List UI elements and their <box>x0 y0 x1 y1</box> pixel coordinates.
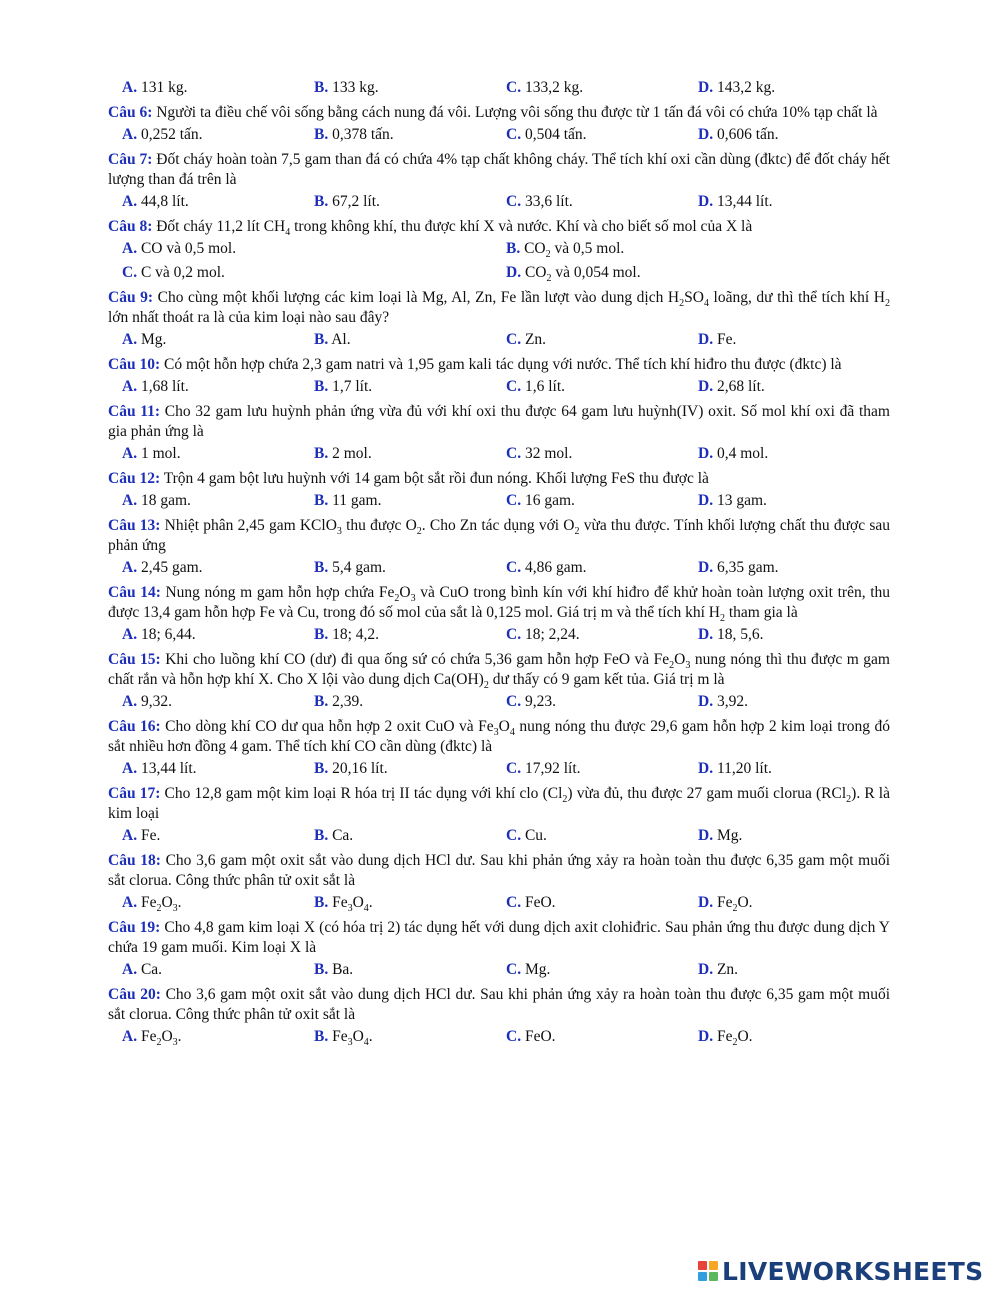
answer-option[interactable] <box>698 961 890 979</box>
answer-option[interactable] <box>698 760 890 778</box>
option-text: 0,504 tấn. <box>521 126 587 143</box>
answer-option[interactable] <box>506 193 698 211</box>
option-letter: B. <box>314 331 329 348</box>
option-letter: A. <box>122 760 138 777</box>
option-letter: A. <box>122 193 138 210</box>
answer-option[interactable] <box>122 559 314 577</box>
question-label: Câu 19: <box>108 919 161 936</box>
answer-option[interactable] <box>314 492 506 510</box>
option-text: C và 0,2 mol. <box>137 264 225 281</box>
question-list <box>108 103 890 1049</box>
question-text: Cho 3,6 gam một oxit sắt vào dung dịch HCl dư. Sau khi phản ứng xảy ra hoàn toàn thu được 6,35 gam một muối sắt clorua. Công thức phân tử oxit sắt là <box>108 852 890 889</box>
question-stem <box>108 355 890 375</box>
answer-option[interactable] <box>122 492 314 510</box>
option-text: 20,16 lít. <box>328 760 388 777</box>
option-text: $Fe_2O_3$. <box>137 1028 182 1049</box>
option-text: Zn. <box>713 961 739 978</box>
option-text: CO và 0,5 mol. <box>137 240 237 257</box>
answer-option[interactable] <box>314 193 506 211</box>
answer-option[interactable] <box>698 378 890 396</box>
option-letter: D. <box>698 961 714 978</box>
question-text: Người ta điều chế vôi sống bằng cách nung đá vôi. Lượng vôi sống thu được từ 1 tấn đá vôi có chứa 10% tạp chất là <box>152 104 878 121</box>
option-text: 1,7 lít. <box>328 378 373 395</box>
question-stem <box>108 402 890 442</box>
answer-option[interactable] <box>122 827 314 845</box>
question-text: Nung nóng m gam hỗn hợp chứa $Fe_2O_3$ và CuO trong bình kín với khí hiđro để khử hoàn toàn lượng oxit trên, thu được 13,4 gam hỗn hợp Fe và Cu, trong đó số mol của sắt là 0,125 mol. Giá trị m và thể tích khí $H_2$ tham gia là <box>108 584 891 625</box>
answer-option[interactable] <box>122 261 506 285</box>
option-text: Mg. <box>521 961 551 978</box>
option-text: $Fe_3O_4$. <box>328 894 373 915</box>
option-text: $Fe_2O$. <box>713 1028 753 1049</box>
option-letter: A. <box>122 626 138 643</box>
option-letter: D. <box>506 264 522 281</box>
option-letter: B. <box>314 894 329 911</box>
answer-option[interactable] <box>698 559 890 577</box>
option-letter: C. <box>122 264 138 281</box>
option-letter: A. <box>122 126 138 143</box>
answer-option[interactable] <box>506 445 698 463</box>
question-text: Cho 3,6 gam một oxit sắt vào dung dịch HCl dư. Sau khi phản ứng xảy ra hoàn toàn thu được 6,35 gam một muối sắt clorua. Công thức phân tử oxit sắt là <box>108 986 890 1023</box>
answer-option[interactable] <box>122 760 314 778</box>
option-text: Zn. <box>521 331 547 348</box>
option-text: 17,92 lít. <box>521 760 581 777</box>
option-text: $Fe_2O$. <box>713 894 753 915</box>
option-letter: D. <box>698 126 714 143</box>
answer-option[interactable] <box>314 79 506 97</box>
answer-option[interactable] <box>506 79 698 97</box>
option-text: $Fe_3O_4$. <box>328 1028 373 1049</box>
answer-option[interactable] <box>314 760 506 778</box>
option-letter: D. <box>698 626 714 643</box>
answer-option[interactable] <box>698 126 890 144</box>
question-text: Đốt cháy hoàn toàn 7,5 gam than đá có chứa 4% tạp chất không cháy. Thể tích khí oxi cần dùng (đktc) để đốt cháy hết lượng than đá trên là <box>108 151 890 188</box>
question-stem <box>108 469 890 489</box>
answer-option[interactable] <box>314 1028 506 1049</box>
option-text: 133 kg. <box>328 79 379 96</box>
question-text: Nhiệt phân 2,45 gam KClO$_3$ thu được $O_2$. Cho Zn tác dụng với $O_2$ vừa thu được. Tính khối lượng chất thu được sau phản ứng <box>108 517 890 554</box>
question-label: Câu 15: <box>108 651 161 668</box>
answer-option[interactable] <box>698 1028 890 1049</box>
worksheet <box>108 76 890 1052</box>
option-text: FeO. <box>521 894 556 911</box>
option-letter: B. <box>314 492 329 509</box>
option-letter: A. <box>122 693 138 710</box>
option-letter: A. <box>122 961 138 978</box>
answer-option[interactable] <box>698 626 890 644</box>
option-text: 1,68 lít. <box>137 378 189 395</box>
question-text: Cho dòng khí CO dư qua hỗn hợp 2 oxit CuO và $Fe_3O_4$ nung nóng thu được 29,6 gam hỗn hợp 2 kim loại trong đó sắt nhiều hơn đồng 4 gam. Thể tích khí CO cần dùng (đktc) là <box>108 718 890 755</box>
answer-option[interactable] <box>698 693 890 711</box>
option-letter: B. <box>314 445 329 462</box>
answer-option[interactable] <box>122 626 314 644</box>
question-stem <box>108 784 890 824</box>
question-label: Câu 10: <box>108 356 161 373</box>
answer-option[interactable] <box>698 193 890 211</box>
option-text: 143,2 kg. <box>713 79 776 96</box>
answer-option[interactable] <box>506 1028 698 1046</box>
option-text: 9,32. <box>137 693 172 710</box>
option-text: 13,44 lít. <box>713 193 773 210</box>
answer-option[interactable] <box>122 894 314 915</box>
option-letter: D. <box>698 193 714 210</box>
option-letter: C. <box>506 79 522 96</box>
answer-option[interactable] <box>314 559 506 577</box>
answer-option[interactable] <box>506 237 890 261</box>
answer-option[interactable] <box>122 378 314 396</box>
answer-option[interactable] <box>314 126 506 144</box>
answer-option[interactable] <box>698 492 890 510</box>
question-text: Cho cùng một khối lượng các kim loại là Mg, Al, Zn, Fe lần lượt vào dung dịch $H_2SO_4$ loãng, dư thì thể tích khí $H_2$ lớn nhất thoát ra là của kim loại nào sau đây? <box>108 289 890 326</box>
answer-option[interactable] <box>122 961 314 979</box>
question-label: Câu 7: <box>108 151 153 168</box>
answer-option[interactable] <box>506 894 698 912</box>
answer-option[interactable] <box>314 626 506 644</box>
answer-option[interactable] <box>314 827 506 845</box>
answer-option[interactable] <box>506 261 890 285</box>
option-text: 32 mol. <box>521 445 573 462</box>
option-text: 11 gam. <box>328 492 382 509</box>
option-letter: B. <box>314 693 329 710</box>
option-text: Fe. <box>713 331 737 348</box>
option-text: Fe. <box>137 827 161 844</box>
option-text: 16 gam. <box>521 492 575 509</box>
answer-option[interactable] <box>506 961 698 979</box>
answer-option[interactable] <box>314 894 506 915</box>
option-text: 2 mol. <box>328 445 372 462</box>
option-text: 9,23. <box>521 693 556 710</box>
option-text: 133,2 kg. <box>521 79 584 96</box>
answer-option[interactable] <box>314 693 506 711</box>
answer-option[interactable] <box>314 378 506 396</box>
option-text: Ba. <box>328 961 354 978</box>
option-letter: D. <box>698 894 714 911</box>
option-letter: B. <box>314 1028 329 1045</box>
option-letter: D. <box>698 1028 714 1045</box>
option-text: 0,4 mol. <box>713 445 769 462</box>
question-text: Cho 4,8 gam kim loại X (có hóa trị 2) tác dụng hết với dung dịch axit clohiđric. Sau phản ứng thu được dung dịch Y chứa 19 gam muối. Kim loại X là <box>108 919 890 956</box>
option-text: 18 gam. <box>137 492 191 509</box>
option-text: Mg. <box>713 827 743 844</box>
option-letter: A. <box>122 445 138 462</box>
question-stem <box>108 288 890 328</box>
answer-options <box>108 375 890 399</box>
option-letter: C. <box>506 961 522 978</box>
option-letter: B. <box>314 626 329 643</box>
option-letter: B. <box>314 126 329 143</box>
answer-options <box>108 328 890 352</box>
option-letter: C. <box>506 193 522 210</box>
option-letter: C. <box>506 894 522 911</box>
question-stem <box>108 103 890 123</box>
option-text: $CO_2$ và 0,054 mol. <box>521 264 641 285</box>
option-text: $CO_2$ và 0,5 mol. <box>520 240 625 261</box>
option-letter: C. <box>506 331 522 348</box>
question-label: Câu 16: <box>108 718 161 735</box>
option-text: 2,39. <box>328 693 364 710</box>
question-label: Câu 6: <box>108 104 153 121</box>
answer-options <box>108 123 890 147</box>
option-text: 13,44 lít. <box>137 760 197 777</box>
option-text: FeO. <box>521 1028 556 1045</box>
answer-option[interactable] <box>122 79 314 97</box>
answer-option[interactable] <box>122 445 314 463</box>
option-text: 2,68 lít. <box>713 378 765 395</box>
option-letter: C. <box>506 559 522 576</box>
answer-options <box>108 891 890 915</box>
option-text: 18; 6,44. <box>137 626 196 643</box>
answer-option[interactable] <box>122 331 314 349</box>
option-letter: C. <box>506 492 522 509</box>
answer-option[interactable] <box>698 331 890 349</box>
answer-options <box>108 442 890 466</box>
question-text: Có một hỗn hợp chứa 2,3 gam natri và 1,95 gam kali tác dụng với nước. Thể tích khí hiđro thu được (đktc) là <box>160 356 842 373</box>
answer-option[interactable] <box>506 331 698 349</box>
answer-options <box>108 1025 890 1049</box>
answer-option[interactable] <box>506 378 698 396</box>
option-text: 0,252 tấn. <box>137 126 203 143</box>
question-label: Câu 8: <box>108 218 153 235</box>
option-text: 1 mol. <box>137 445 181 462</box>
answer-option[interactable] <box>698 445 890 463</box>
option-text: 0,606 tấn. <box>713 126 779 143</box>
answer-options <box>108 757 890 781</box>
liveworksheets-logo <box>698 1256 983 1286</box>
answer-options <box>108 958 890 982</box>
option-text: Cu. <box>521 827 547 844</box>
question-stem <box>108 150 890 190</box>
question-text: Cho 12,8 gam một kim loại R hóa trị II tác dụng với khí clo $(Cl_2)$ vừa đủ, thu được 27 gam muối clorua (RCl$_2$). R là kim loại <box>108 785 890 822</box>
answer-options <box>108 76 890 100</box>
answer-options <box>108 824 890 848</box>
question-text: Đốt cháy 11,2 lít $CH_4$ trong không khí, thu được khí X và nước. Khí và cho biết số mol của X là <box>152 218 753 239</box>
logo-text: LIVEWORKSHEETS <box>722 1256 984 1286</box>
answer-option[interactable] <box>506 492 698 510</box>
question-label: Câu 18: <box>108 852 161 869</box>
option-letter: B. <box>314 559 329 576</box>
option-text: 11,20 lít. <box>713 760 772 777</box>
question-label: Câu 12: <box>108 470 161 487</box>
answer-options <box>108 489 890 513</box>
option-text: 67,2 lít. <box>328 193 380 210</box>
option-letter: A. <box>122 492 138 509</box>
option-letter: D. <box>698 492 714 509</box>
option-text: 3,92. <box>713 693 748 710</box>
option-text: Ca. <box>328 827 354 844</box>
answer-options <box>108 690 890 714</box>
answer-option[interactable] <box>698 827 890 845</box>
answer-option[interactable] <box>314 331 506 349</box>
option-text: Ca. <box>137 961 163 978</box>
answer-option[interactable] <box>122 126 314 144</box>
option-text: 13 gam. <box>713 492 767 509</box>
option-letter: C. <box>506 445 522 462</box>
answer-option[interactable] <box>122 193 314 211</box>
question-label: Câu 17: <box>108 785 161 802</box>
question-text: Cho 32 gam lưu huỳnh phản ứng vừa đủ với khí oxi thu được 64 gam lưu huỳnh(IV) oxit. Số mol khí oxi đã tham gia phản ứng là <box>108 403 890 440</box>
question-label: Câu 11: <box>108 403 161 420</box>
option-text: 0,378 tấn. <box>328 126 394 143</box>
answer-option[interactable] <box>698 79 890 97</box>
answer-option[interactable] <box>122 693 314 711</box>
answer-option[interactable] <box>506 693 698 711</box>
answer-options <box>108 237 890 285</box>
option-letter: A. <box>122 331 138 348</box>
option-text: 18; 4,2. <box>328 626 380 643</box>
answer-option[interactable] <box>314 445 506 463</box>
option-letter: A. <box>122 378 138 395</box>
question-stem <box>108 583 890 623</box>
option-text: 44,8 lít. <box>137 193 189 210</box>
question-stem <box>108 516 890 556</box>
option-text: 33,6 lít. <box>521 193 573 210</box>
option-text: 5,4 gam. <box>328 559 386 576</box>
option-letter: D. <box>698 827 714 844</box>
option-letter: B. <box>314 760 329 777</box>
option-letter: A. <box>122 1028 138 1045</box>
question-text: Khi cho luồng khí CO (dư) đi qua ống sứ có chứa 5,36 gam hỗn hợp FeO và $Fe_2O_3$ nung nóng thì thu được m gam chất rắn và hỗn hợp khí X. Cho X lội vào dung dịch $Ca(OH)_2$ dư thấy có 9 gam kết tủa. Giá trị m là <box>108 651 890 692</box>
option-text: 6,35 gam. <box>713 559 779 576</box>
answer-option[interactable] <box>506 626 698 644</box>
option-letter: B. <box>314 961 329 978</box>
option-text: 1,6 lít. <box>521 378 565 395</box>
option-letter: B. <box>314 378 329 395</box>
question-label: Câu 20: <box>108 986 161 1003</box>
question-stem <box>108 851 890 891</box>
answer-option[interactable] <box>506 126 698 144</box>
option-letter: C. <box>506 760 522 777</box>
question-label: Câu 14: <box>108 584 161 601</box>
option-letter: C. <box>506 378 522 395</box>
option-letter: D. <box>698 79 714 96</box>
option-letter: D. <box>698 445 714 462</box>
option-letter: A. <box>122 827 138 844</box>
option-letter: B. <box>506 240 521 257</box>
option-letter: D. <box>698 693 714 710</box>
question-stem <box>108 650 890 690</box>
option-letter: D. <box>698 331 714 348</box>
answer-option[interactable] <box>698 894 890 915</box>
answer-option[interactable] <box>122 237 506 261</box>
option-letter: B. <box>314 193 329 210</box>
option-letter: A. <box>122 559 138 576</box>
answer-option[interactable] <box>506 760 698 778</box>
question-stem <box>108 717 890 757</box>
option-text: 2,45 gam. <box>137 559 203 576</box>
answer-option[interactable] <box>506 559 698 577</box>
option-text: $Fe_2O_3$. <box>137 894 182 915</box>
option-text: 18, 5,6. <box>713 626 764 643</box>
option-text: 131 kg. <box>137 79 188 96</box>
liveworksheets-logo-icon <box>698 1261 718 1281</box>
option-letter: C. <box>506 126 522 143</box>
option-letter: C. <box>506 827 522 844</box>
option-letter: A. <box>122 240 138 257</box>
option-letter: A. <box>122 894 138 911</box>
question-stem <box>108 918 890 958</box>
answer-options <box>108 190 890 214</box>
answer-option[interactable] <box>506 827 698 845</box>
option-letter: D. <box>698 378 714 395</box>
option-letter: B. <box>314 79 329 96</box>
option-letter: A. <box>122 79 138 96</box>
question-stem <box>108 217 890 237</box>
question-stem <box>108 985 890 1025</box>
option-letter: C. <box>506 1028 522 1045</box>
option-text: Al. <box>328 331 351 348</box>
option-text: Mg. <box>137 331 167 348</box>
answer-option[interactable] <box>122 1028 314 1049</box>
answer-options <box>108 623 890 647</box>
answer-option[interactable] <box>314 961 506 979</box>
question-text: Trộn 4 gam bột lưu huỳnh với 14 gam bột sắt rồi đun nóng. Khối lượng FeS thu được là <box>160 470 709 487</box>
question-label: Câu 13: <box>108 517 161 534</box>
option-text: 4,86 gam. <box>521 559 587 576</box>
option-text: 18; 2,24. <box>521 626 580 643</box>
option-letter: B. <box>314 827 329 844</box>
option-letter: C. <box>506 626 522 643</box>
option-letter: D. <box>698 559 714 576</box>
question-label: Câu 9: <box>108 289 154 306</box>
option-letter: C. <box>506 693 522 710</box>
option-letter: D. <box>698 760 714 777</box>
answer-options <box>108 556 890 580</box>
